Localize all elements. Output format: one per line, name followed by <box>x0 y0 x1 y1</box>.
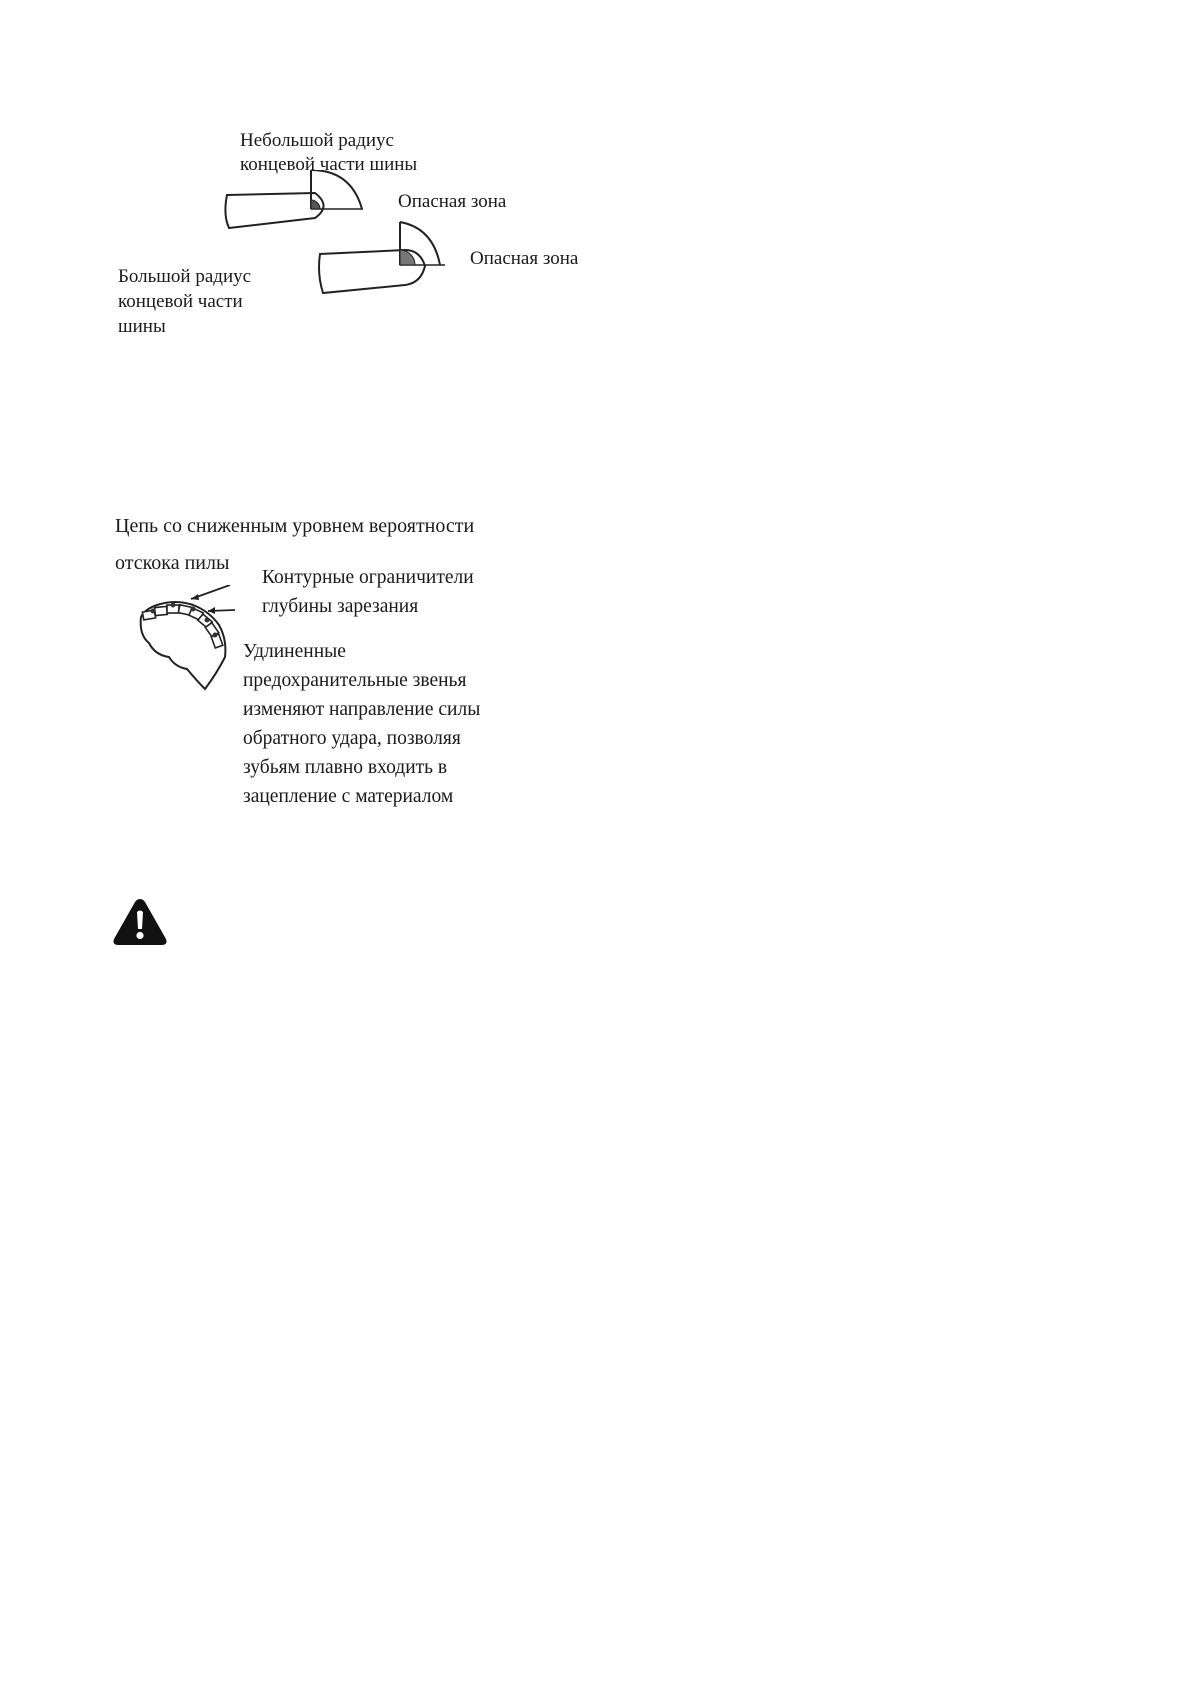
danger-zone-label: Опасная зона <box>470 248 579 269</box>
small-radius-bar-drawing <box>225 170 363 228</box>
chain-caption-line-1: Цепь со сниженным уровнем вероятности <box>115 515 475 537</box>
depth-gauge-label: Контурные ограничители глубины зарезания <box>262 567 474 617</box>
small-radius-label: Небольшой радиус концевой части шины <box>240 130 418 175</box>
warning-triangle-icon <box>112 897 168 947</box>
guard-links-label: Удлиненные предохранительные звенья изменяют направление силы обратного удара, позволяя зубьям плавно входить в зацепление с материалом <box>243 641 481 807</box>
large-radius-label: Большой радиус концевой части шины <box>118 266 252 337</box>
large-radius-bar-drawing <box>319 222 445 293</box>
chain-caption-line-2: отскока пилы <box>115 552 230 574</box>
danger-zone-label: Опасная зона <box>398 191 507 212</box>
